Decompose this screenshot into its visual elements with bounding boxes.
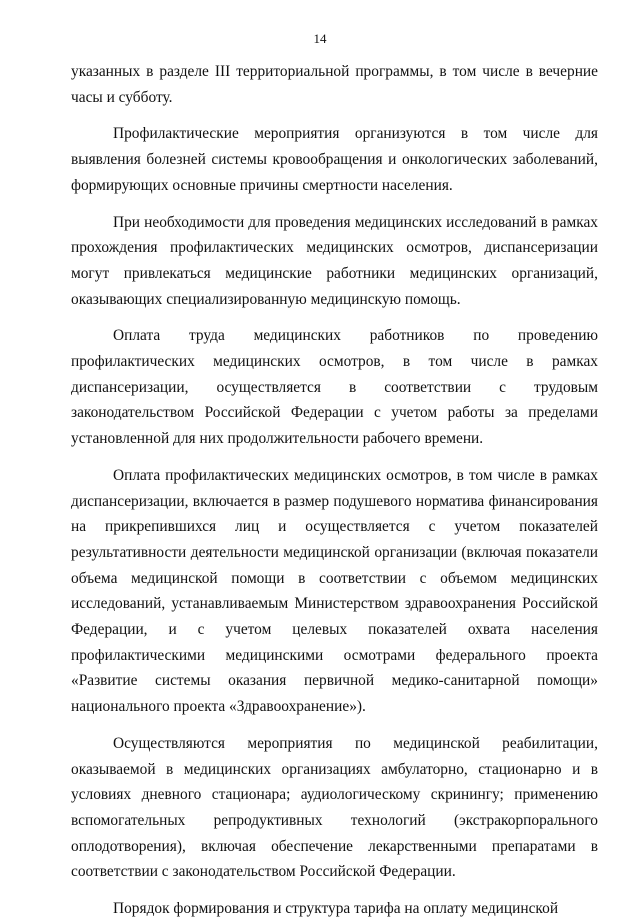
- paragraph-labor-payment: Оплата труда медицинских работников по проведению профилактических медицинских осмотров, в том числе в рамках диспансеризации, осуществляется в соответствии с трудовым законодательством Российской Федерации с учетом работы за пределами установленной для них продолжительности рабочего времени.: [71, 327, 598, 448]
- page-number: 14: [313, 31, 327, 46]
- paragraph-examination-payment: Оплата профилактических медицинских осмотров, в том числе в рамках диспансеризации, включается в размер подушевого норматива финансирования на прикрепившихся лиц и осуществляется с учетом показателей результативности деятельности медицинской организации (включая показатели объема медицинской помощи в соответствии с объемом медицинских исследований, устанавливаемым Министерством здравоохранения Российской Федерации, и с учетом целевых показателей охвата населения профилактическими медицинскими осмотрами федерального проекта «Развитие системы оказания первичной медико-санитарной помощи» национального проекта «Здравоохранение»).: [71, 466, 598, 716]
- paragraph-continued: указанных в разделе III территориальной программы, в том числе в вечерние часы и субботу.: [71, 63, 598, 106]
- paragraph-prevention-measures: Профилактические мероприятия организуются в том числе для выявления болезней системы кровообращения и онкологических заболеваний, формирующих основные причины смертности населения.: [71, 125, 598, 194]
- paragraph-rehabilitation-measures: Осуществляются мероприятия по медицинской реабилитации, оказываемой в медицинских организациях амбулаторно, стационарно и в условиях дневного стационара; аудиологическому скринингу; применению вспомогательных репродуктивных технологий (экстракорпорального оплодотворения), включая обеспечение лекарственными препаратами в соответствии с законодательством Российской Федерации.: [71, 734, 598, 881]
- paragraph-tariff-structure: Порядок формирования и структура тарифа на оплату медицинской: [113, 900, 559, 918]
- document-body: [71, 59, 598, 922]
- paragraph-medical-workers-involvement: При необходимости для проведения медицинских исследований в рамках прохождения профилактических медицинских осмотров, диспансеризации могут привлекаться медицинские работники медицинских организаций, оказывающих специализированную медицинскую помощь.: [71, 213, 598, 308]
